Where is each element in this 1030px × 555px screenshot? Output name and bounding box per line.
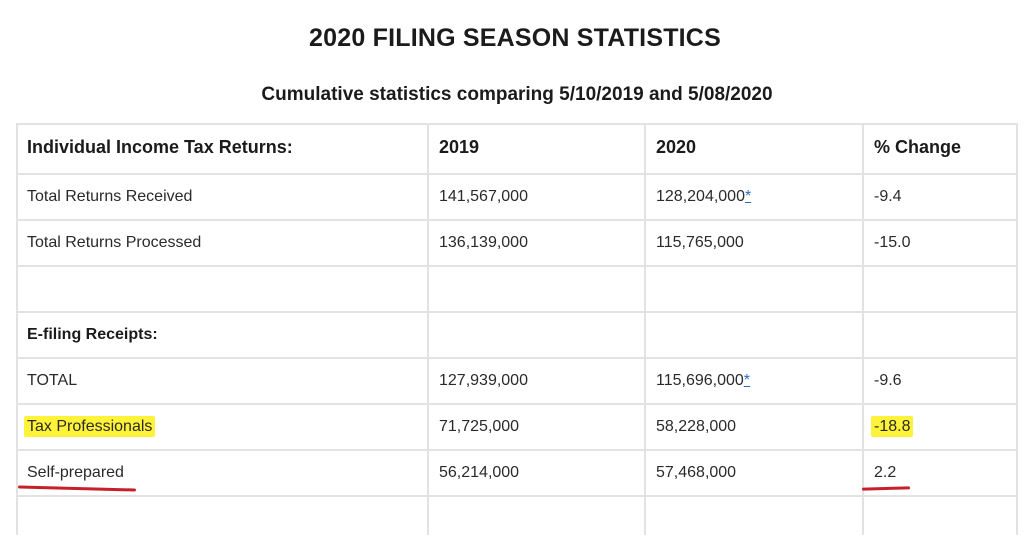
footnote-link[interactable]: * (743, 372, 751, 389)
page-subtitle: Cumulative statistics comparing 5/10/2019 and 5/08/2020 (261, 84, 773, 105)
cell-2020 (656, 187, 751, 207)
cell-2020: 58,228,000 (656, 418, 737, 435)
highlight-mark: -18.8 (871, 416, 913, 437)
statistics-table (16, 123, 1018, 535)
table-border-left (16, 123, 18, 535)
table-border-right (1016, 123, 1018, 535)
red-underline-mark (862, 486, 910, 490)
column-divider (644, 123, 646, 535)
table-border-top (16, 123, 1018, 125)
cell-2020: 57,468,000 (656, 464, 737, 481)
row-label-total-returns-received: Total Returns Received (27, 188, 193, 205)
row-divider (16, 449, 1018, 451)
cell-2019: 141,567,000 (439, 188, 528, 205)
row-divider (16, 403, 1018, 405)
section-heading-e-filing-receipts: E-filing Receipts: (27, 326, 158, 343)
row-label-total-returns-processed: Total Returns Processed (27, 234, 202, 251)
cell-2020-value: 115,696,000 (656, 372, 744, 389)
cell-percent-change: -9.4 (874, 188, 902, 205)
page-title: 2020 FILING SEASON STATISTICS (309, 24, 721, 52)
cell-percent-change: -15.0 (874, 234, 911, 251)
row-divider (16, 265, 1018, 267)
cell-2019: 127,939,000 (439, 372, 528, 389)
header-percent-change: % Change (874, 137, 962, 157)
cell-2019: 136,139,000 (439, 234, 528, 251)
cell-2020 (656, 371, 750, 391)
cell-percent-change (874, 417, 913, 437)
red-underline-mark (18, 485, 136, 491)
cell-2020: 115,765,000 (656, 234, 744, 251)
cell-2020-value: 128,204,000 (656, 188, 745, 205)
row-label-total: TOTAL (27, 372, 78, 389)
highlight-mark: Tax Professionals (24, 416, 155, 437)
row-label-tax-professionals (27, 417, 155, 437)
cell-percent-change: -9.6 (874, 372, 902, 389)
row-divider (16, 219, 1018, 221)
row-divider (16, 311, 1018, 313)
header-2019: 2019 (439, 137, 480, 157)
header-label-column: Individual Income Tax Returns: (27, 137, 293, 157)
footnote-link[interactable]: * (744, 188, 752, 205)
row-label-self-prepared: Self-prepared (27, 464, 124, 481)
header-2020: 2020 (656, 137, 697, 157)
cell-percent-change: 2.2 (874, 464, 897, 481)
cell-2019: 71,725,000 (439, 418, 520, 435)
row-divider (16, 173, 1018, 175)
column-divider (862, 123, 864, 535)
row-divider (16, 495, 1018, 497)
cell-2019: 56,214,000 (439, 464, 520, 481)
column-divider (427, 123, 429, 535)
row-divider (16, 357, 1018, 359)
